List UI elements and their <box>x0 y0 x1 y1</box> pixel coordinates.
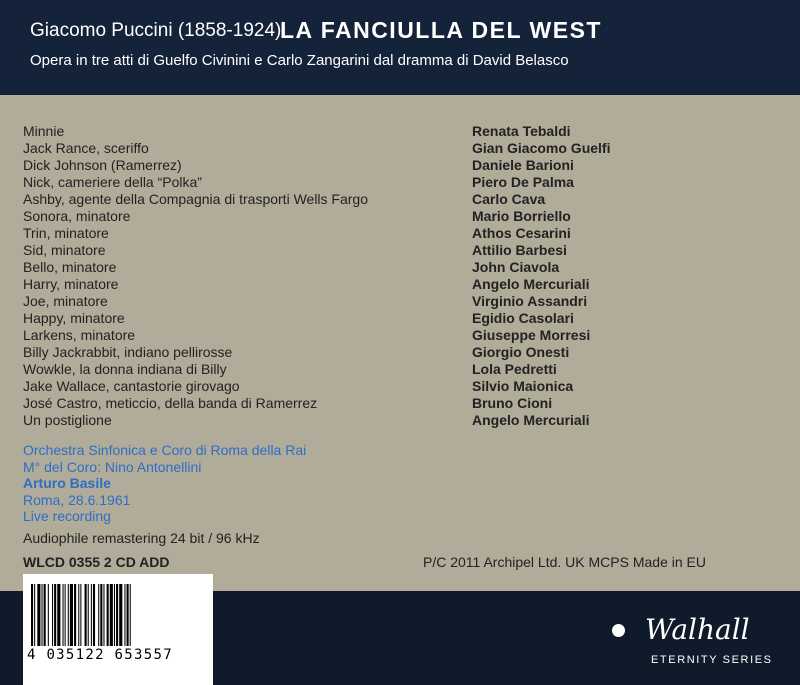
cast-role: Ashby, agente della Compagnia di trasporti Wells Fargo <box>23 191 368 207</box>
cast-role: Wowkle, la donna indiana di Billy <box>23 361 227 377</box>
chorus-master-credit: M° del Coro: Nino Antonellini <box>23 458 202 475</box>
header-band <box>0 0 800 95</box>
barcode-number: 4 035122 653557 <box>27 647 173 663</box>
recording-type: Live recording <box>23 508 111 524</box>
cast-singer: Carlo Cava <box>472 191 546 207</box>
cast-role: Bello, minatore <box>23 259 117 275</box>
cast-role: Sid, minatore <box>23 242 106 258</box>
cast-singer: Attilio Barbesi <box>472 242 567 258</box>
catalog-number: WLCD 0355 2 CD ADD <box>23 554 170 570</box>
label-dot-icon <box>612 624 625 637</box>
cast-role: Minnie <box>23 123 65 139</box>
cast-singer: Gian Giacomo Guelfi <box>472 140 611 156</box>
cast-role: Dick Johnson (Ramerrez) <box>23 157 182 173</box>
cast-singer: Angelo Mercuriali <box>472 412 590 428</box>
cast-singer: Angelo Mercuriali <box>472 276 590 292</box>
cast-role: Joe, minatore <box>23 293 108 309</box>
role-list <box>23 123 368 429</box>
orchestra-credit: Orchestra Sinfonica e Coro di Roma della Rai <box>23 442 307 458</box>
cast-role: Nick, cameriere della “Polka” <box>23 174 202 190</box>
cast-singer: Giuseppe Morresi <box>472 327 591 343</box>
cast-singer: Daniele Barioni <box>472 157 574 173</box>
barcode-bars <box>31 584 202 646</box>
cast-role: Larkens, minatore <box>23 327 136 343</box>
cast-singer: Silvio Maionica <box>472 378 574 394</box>
cast-singer: John Ciavola <box>472 259 560 275</box>
conductor-credit: Arturo Basile <box>23 475 111 491</box>
cast-role: Jack Rance, sceriffo <box>23 140 149 156</box>
label-series: ETERNITY SERIES <box>651 654 773 666</box>
cast-role: Happy, minatore <box>23 310 125 326</box>
cast-singer: Virginio Assandri <box>472 293 588 309</box>
cast-singer: Bruno Cioni <box>472 395 553 411</box>
composer-name: Giacomo Puccini (1858-1924) <box>30 20 282 41</box>
remastering-note: Audiophile remastering 24 bit / 96 kHz <box>23 530 260 546</box>
cast-singer: Piero De Palma <box>472 174 574 190</box>
cast-role: Billy Jackrabbit, indiano pellirosse <box>23 344 233 360</box>
cast-singer: Giorgio Onesti <box>472 344 570 360</box>
recording-place-date: Roma, 28.6.1961 <box>23 491 131 508</box>
performance-credits <box>23 442 306 525</box>
cast-role: Sonora, minatore <box>23 208 131 224</box>
singer-list <box>472 123 610 429</box>
cast-singer: Renata Tebaldi <box>472 123 571 139</box>
cast-role: Harry, minatore <box>23 276 119 292</box>
cast-role: Jake Wallace, cantastorie girovago <box>23 378 240 394</box>
opera-title: LA FANCIULLA DEL WEST <box>280 17 602 43</box>
cast-role: Trin, minatore <box>23 225 109 241</box>
opera-subtitle: Opera in tre atti di Guelfo Civinini e Carlo Zangarini dal dramma di David Belasco <box>30 52 569 69</box>
cast-singer: Lola Pedretti <box>472 361 557 377</box>
cast-singer: Athos Cesarini <box>472 225 571 241</box>
copyright-note: P/C 2011 Archipel Ltd. UK MCPS Made in EU <box>423 554 706 570</box>
cast-role: Un postiglione <box>23 412 112 428</box>
label-logo: Walhall <box>645 613 750 646</box>
cast-singer: Mario Borriello <box>472 208 571 224</box>
cast-role: José Castro, meticcio, della banda di Ramerrez <box>23 395 318 411</box>
cast-singer: Egidio Casolari <box>472 310 574 326</box>
